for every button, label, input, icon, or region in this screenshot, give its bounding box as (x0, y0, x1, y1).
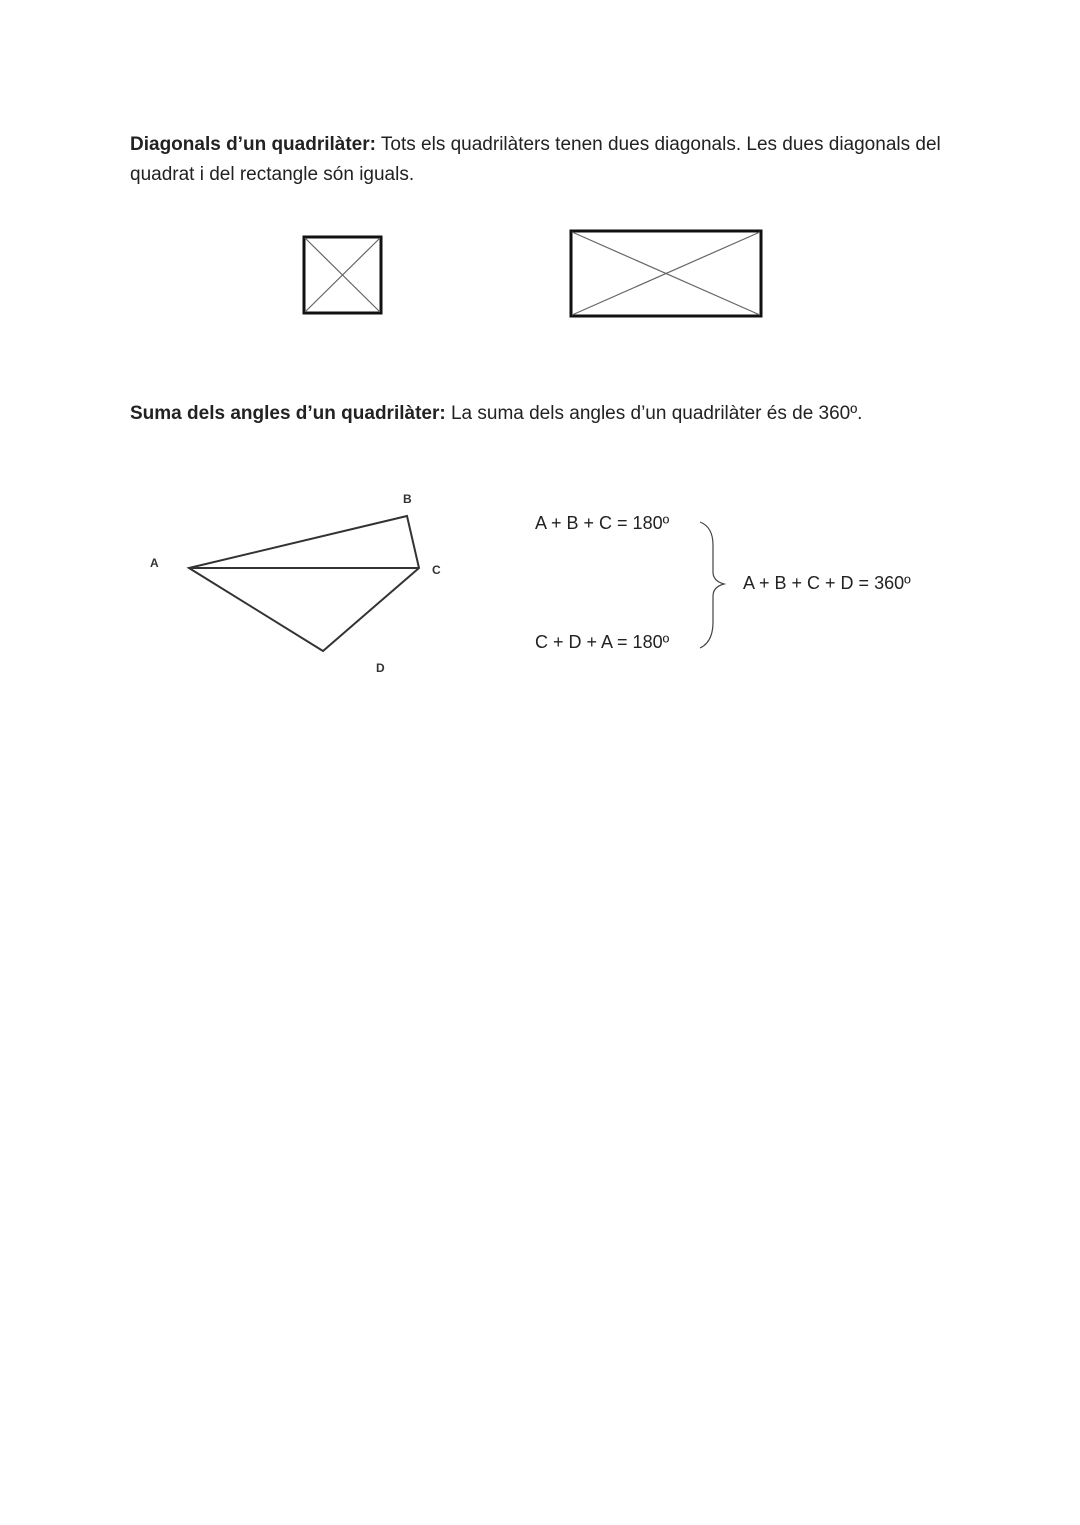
quadrilateral-abcd (189, 516, 419, 651)
angles-paragraph (130, 399, 950, 429)
vertex-label-a: A (150, 556, 159, 570)
vertex-label-b: B (403, 492, 412, 506)
vertex-label-d: D (376, 661, 385, 675)
equation-cda: C + D + A = 180º (535, 632, 670, 652)
equation-abc: A + B + C = 180º (535, 513, 670, 533)
angles-text: La suma dels angles d’un quadrilàter és de 360º. (445, 403, 863, 424)
curly-brace (700, 522, 724, 648)
angles-heading: Suma dels angles d’un quadrilàter: (130, 403, 446, 424)
square-with-diagonals (304, 237, 381, 313)
diagonals-text: Tots els quadrilàters tenen dues diagonals. Les dues diagonals del quadrat i del rectangle són iguals. (130, 134, 941, 185)
equation-total: A + B + C + D = 360º (743, 573, 911, 593)
diagonals-heading: Diagonals d’un quadrilàter: (130, 134, 376, 155)
rectangle-with-diagonals (571, 231, 761, 316)
vertex-label-c: C (432, 563, 441, 577)
